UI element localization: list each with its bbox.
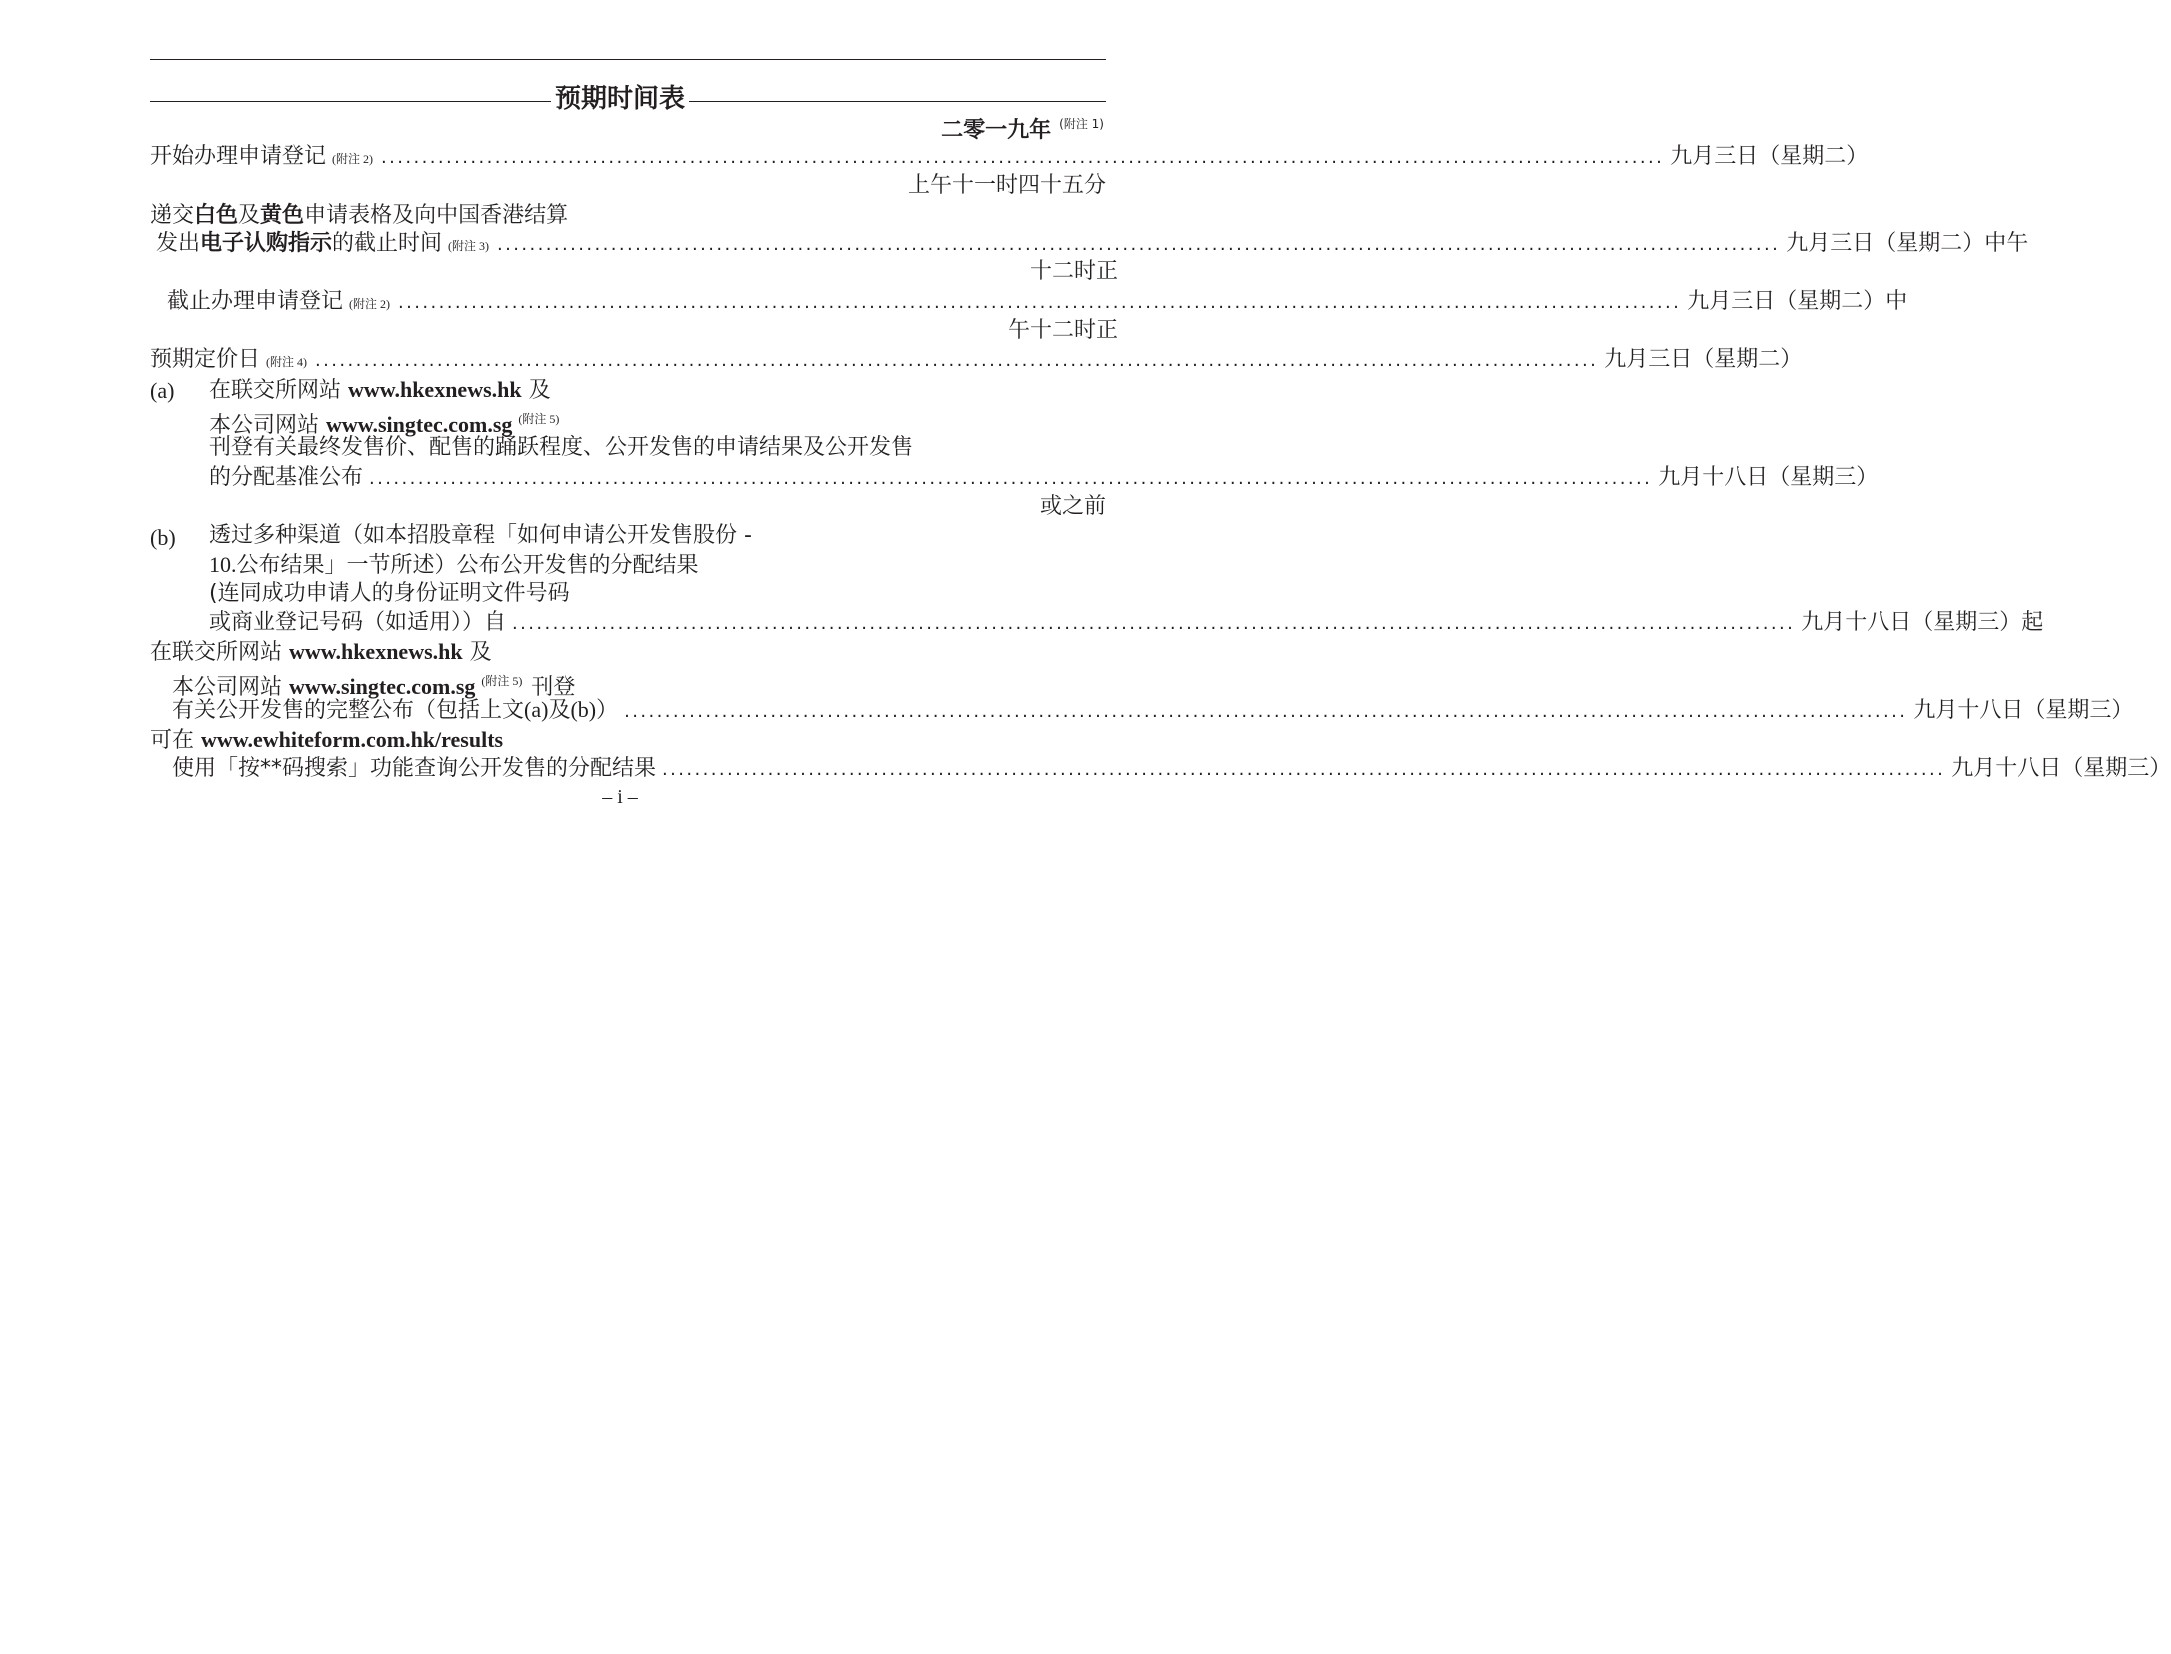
text: 在联交所网站 xyxy=(150,640,283,665)
year-label: 二零一九年 xyxy=(941,118,1052,143)
entry-date: 九月三日（星期二）中 xyxy=(1687,289,1908,314)
entry-date: 九月三日（星期二） xyxy=(1670,144,1869,169)
item-b-marker: (b) xyxy=(150,525,176,550)
entry-date: 九月十八日（星期三） xyxy=(1658,465,1879,490)
entry-submission-deadline xyxy=(156,230,2029,260)
item-b-line2 xyxy=(209,551,699,580)
item-b-line3: (连同成功申请人的身份证明文件号码 xyxy=(209,581,570,606)
leader-dots: .............................................................................................................................................................. xyxy=(662,759,1946,780)
singtec-link[interactable]: www.singtec.com.sg xyxy=(289,674,476,699)
item-a-line1 xyxy=(209,376,551,405)
entry-date: 九月三日（星期二） xyxy=(1604,347,1803,372)
entry-date-continued: 午十二时正 xyxy=(1007,318,1118,343)
singtec-link[interactable]: www.singtec.com.sg xyxy=(326,412,513,437)
entry-note: (附注 2) xyxy=(332,152,374,166)
item-a-marker: (a) xyxy=(150,378,175,403)
ewhiteform-link[interactable]: www.ewhiteform.com.hk/results xyxy=(201,727,504,752)
text: 的截止时间 xyxy=(332,231,443,256)
item-b-allotment-results xyxy=(209,609,2044,638)
hkexnews-link[interactable]: www.hkexnews.hk xyxy=(289,639,463,664)
text: 及 xyxy=(548,698,571,723)
leader-dots: .............................................................................................................................................................. xyxy=(512,613,1796,634)
entry-date-continued: 上午十一时四十五分 xyxy=(907,173,1106,198)
leader-dots: .............................................................................................................................................................. xyxy=(624,701,1908,722)
text: 本公司网站 xyxy=(172,675,283,700)
entry-note: (附注 5) xyxy=(481,674,523,688)
text: 发出 xyxy=(156,231,201,256)
text: 及 xyxy=(469,640,492,665)
bold-text: 白色 xyxy=(194,203,239,228)
text: 递交 xyxy=(150,203,195,228)
text: 可在 xyxy=(150,728,195,753)
text: (b) xyxy=(570,697,597,722)
entry-note: (附注 5) xyxy=(518,412,560,426)
item-b-line1: 透过多种渠道（如本招股章程「如何申请公开发售股份 - xyxy=(209,523,752,548)
bold-text: 黄色 xyxy=(260,203,305,228)
entry-note: (附注 2) xyxy=(349,297,391,311)
bold-text: 电子认购指示 xyxy=(200,231,333,256)
leader-dots: .............................................................................................................................................................. xyxy=(381,147,1665,168)
year-note: (附注 1) xyxy=(1059,117,1104,131)
entry-date: 九月十八日（星期三）起 xyxy=(1801,610,2044,635)
entry-label: 或商业登记号码（如适用））自 xyxy=(209,610,507,635)
entry-label: 使用「按**码搜索」功能查询公开发售的分配结果 xyxy=(172,756,657,781)
text: 10. xyxy=(209,552,237,577)
text: ） xyxy=(596,698,619,723)
leader-dots: .............................................................................................................................................................. xyxy=(398,292,1682,313)
text: 有关公开发售的完整公布（包括上文 xyxy=(172,698,525,723)
hkexnews-link[interactable]: www.hkexnews.hk xyxy=(348,377,522,402)
entry-price-determination xyxy=(150,346,1803,376)
item-c-full-announcement xyxy=(172,696,2134,726)
text: 本公司网站 xyxy=(209,413,320,438)
entry-date: 九月十八日（星期三） xyxy=(1913,698,2134,723)
text: 公布结果」一节所述）公布公开发售的分配结果 xyxy=(236,553,699,578)
text: 及 xyxy=(528,378,551,403)
entry-note: (附注 4) xyxy=(266,355,308,369)
item-d-line1 xyxy=(150,726,503,755)
entry-label: 预期定价日 xyxy=(150,347,261,372)
entry-application-open xyxy=(150,143,1869,173)
entry-label: 的分配基准公布 xyxy=(209,465,364,490)
leader-dots: .............................................................................................................................................................. xyxy=(369,468,1653,489)
page-number: – i – xyxy=(602,786,638,808)
entry-note: (附注 3) xyxy=(448,239,490,253)
top-rule xyxy=(150,59,1106,60)
leader-dots: .............................................................................................................................................................. xyxy=(497,234,1781,255)
entry-date-continued: 或之前 xyxy=(1039,494,1106,519)
page-title: 预期时间表 xyxy=(551,84,689,114)
entry-date-continued: 十二时正 xyxy=(1029,259,1118,284)
text: (a) xyxy=(524,697,549,722)
item-c-line1 xyxy=(150,638,492,667)
item-a-allotment-announcement xyxy=(209,464,1879,493)
entry-date: 九月三日（星期二）中午 xyxy=(1786,231,2029,256)
entry-application-close xyxy=(167,288,1908,318)
text: 申请表格及向中国香港结算 xyxy=(304,203,569,228)
title-wrap xyxy=(0,78,1240,115)
entry-label xyxy=(172,696,618,725)
entry-submission-line1 xyxy=(150,202,568,230)
entry-date: 九月十八日（星期三） xyxy=(1951,756,2171,781)
item-d-id-search xyxy=(172,755,2171,784)
text: 在联交所网站 xyxy=(209,378,342,403)
leader-dots: .............................................................................................................................................................. xyxy=(315,350,1599,371)
entry-label: 开始办理申请登记 xyxy=(150,144,327,169)
entry-label: 截止办理申请登记 xyxy=(167,289,344,314)
year-heading xyxy=(941,113,1106,144)
text: 刊登 xyxy=(531,675,576,700)
text: 及 xyxy=(238,203,261,228)
item-a-line3: 刊登有关最终发售价、配售的踊跃程度、公开发售的申请结果及公开发售 xyxy=(209,435,914,460)
